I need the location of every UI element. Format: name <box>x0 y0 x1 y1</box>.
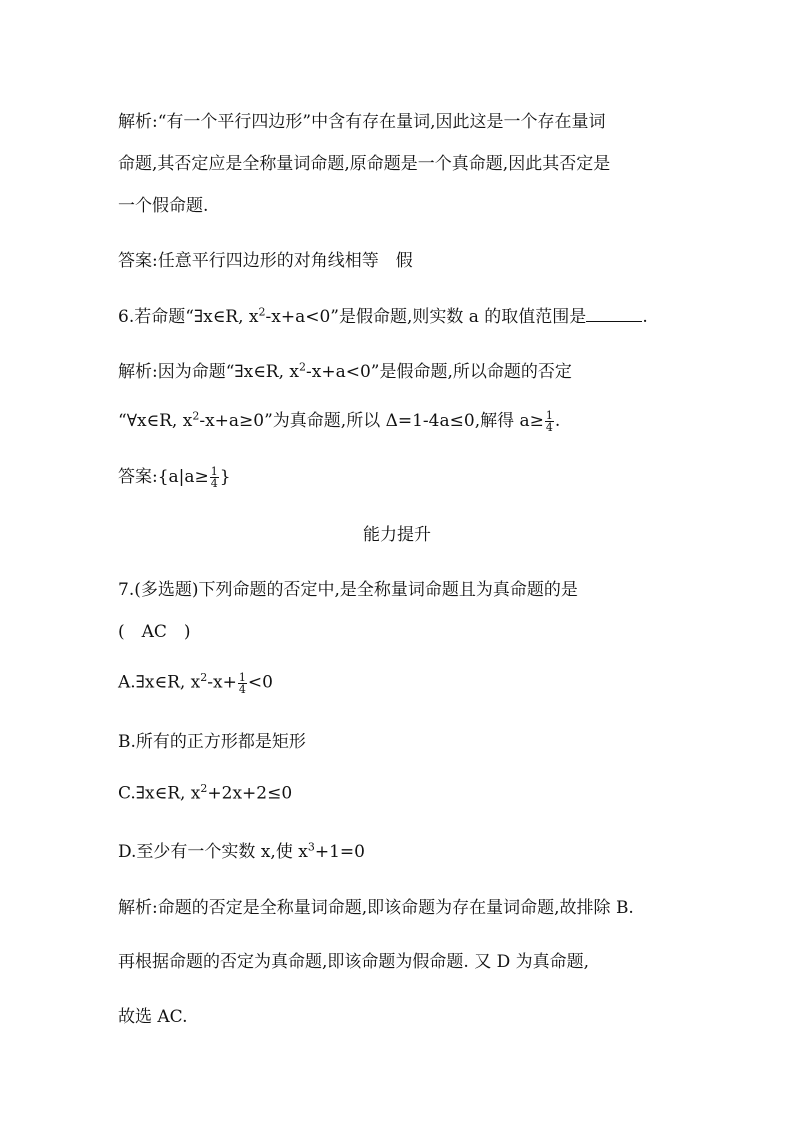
q7-option-d <box>118 837 365 862</box>
q6-analysis2-end: . <box>554 411 561 431</box>
q7-option-c <box>118 782 292 804</box>
q6-answer-a: 答案:{a|a≥ <box>118 467 209 487</box>
q6-answer <box>118 462 231 489</box>
q6-analysis-line2 <box>118 406 560 433</box>
q6-answer-fraction <box>210 466 219 489</box>
q6-analysis2-exp: 2 <box>192 409 200 423</box>
q7-optA-exp: 2 <box>200 671 208 684</box>
q7-option-b: B.所有的正方形都是矩形 <box>118 732 306 752</box>
q7-stem-line1: 7.(多选题)下列命题的否定中,是全称量词命题且为真命题的是 <box>118 580 578 600</box>
fraction-denominator: 4 <box>210 477 218 490</box>
q5-answer: 答案:任意平行四边形的对角线相等 假 <box>118 251 413 271</box>
q6-analysis1-a: 解析:因为命题“∃x∈R, x <box>118 362 300 382</box>
fraction-numerator: 1 <box>210 465 218 478</box>
q6-analysis1-b: -x+a<0”是假命题,所以命题的否定 <box>306 362 572 382</box>
q5-analysis-line1: 解析:“有一个平行四边形”中含有存在量词,因此这是一个存在量词 <box>118 112 606 132</box>
q5-analysis-line2: 命题,其否定应是全称量词命题,原命题是一个真命题,因此其否定是 <box>118 154 611 174</box>
q7-optA-fraction <box>238 672 247 695</box>
q6-stem-exp: 2 <box>258 305 266 319</box>
q7-analysis-line2: 再根据命题的否定为真命题,即该命题为假命题. 又 D 为真命题, <box>118 952 590 972</box>
q6-stem-end: . <box>642 307 648 327</box>
q5-analysis-line3: 一个假命题. <box>118 196 209 216</box>
fraction-denominator: 4 <box>545 421 553 434</box>
q7-optA-end: <0 <box>247 672 273 693</box>
q7-optD-a: D.至少有一个实数 x,使 x <box>118 842 308 862</box>
q7-optC-b: +2x+2≤0 <box>207 783 293 804</box>
fraction-numerator: 1 <box>238 670 246 684</box>
q6-stem-b: -x+a<0”是假命题,则实数 a 的取值范围是 <box>265 307 587 327</box>
q6-stem <box>118 302 648 327</box>
section-heading: 能力提升 <box>363 525 431 545</box>
q7-optC-exp: 2 <box>200 782 208 795</box>
q6-answer-end: } <box>219 467 231 487</box>
q6-analysis2-fraction <box>545 410 554 433</box>
q6-analysis-line1 <box>118 357 572 382</box>
q7-optD-exp: 3 <box>307 840 315 854</box>
q7-analysis-line1: 解析:命题的否定是全称量词命题,即该命题为存在量词命题,故排除 B. <box>118 898 634 918</box>
answer-blank <box>586 307 642 322</box>
fraction-numerator: 1 <box>545 409 553 422</box>
q7-analysis-line3: 故选 AC. <box>118 1007 188 1027</box>
q7-stem-line2: ( AC ) <box>118 622 191 642</box>
q7-optC-a: C.∃x∈R, x <box>118 783 201 804</box>
q6-analysis2-a: “∀x∈R, x <box>118 411 193 431</box>
q7-option-a <box>118 671 273 695</box>
q7-optA-b: -x+ <box>207 672 237 693</box>
q6-analysis2-b: -x+a≥0”为真命题,所以 Δ=1-4a≤0,解得 a≥ <box>199 411 544 431</box>
q6-stem-a: 6.若命题“∃x∈R, x <box>118 307 259 327</box>
q6-analysis1-exp: 2 <box>299 360 307 374</box>
q7-optA-a: A.∃x∈R, x <box>118 672 201 693</box>
q7-optD-b: +1=0 <box>314 842 365 862</box>
fraction-denominator: 4 <box>238 682 246 696</box>
